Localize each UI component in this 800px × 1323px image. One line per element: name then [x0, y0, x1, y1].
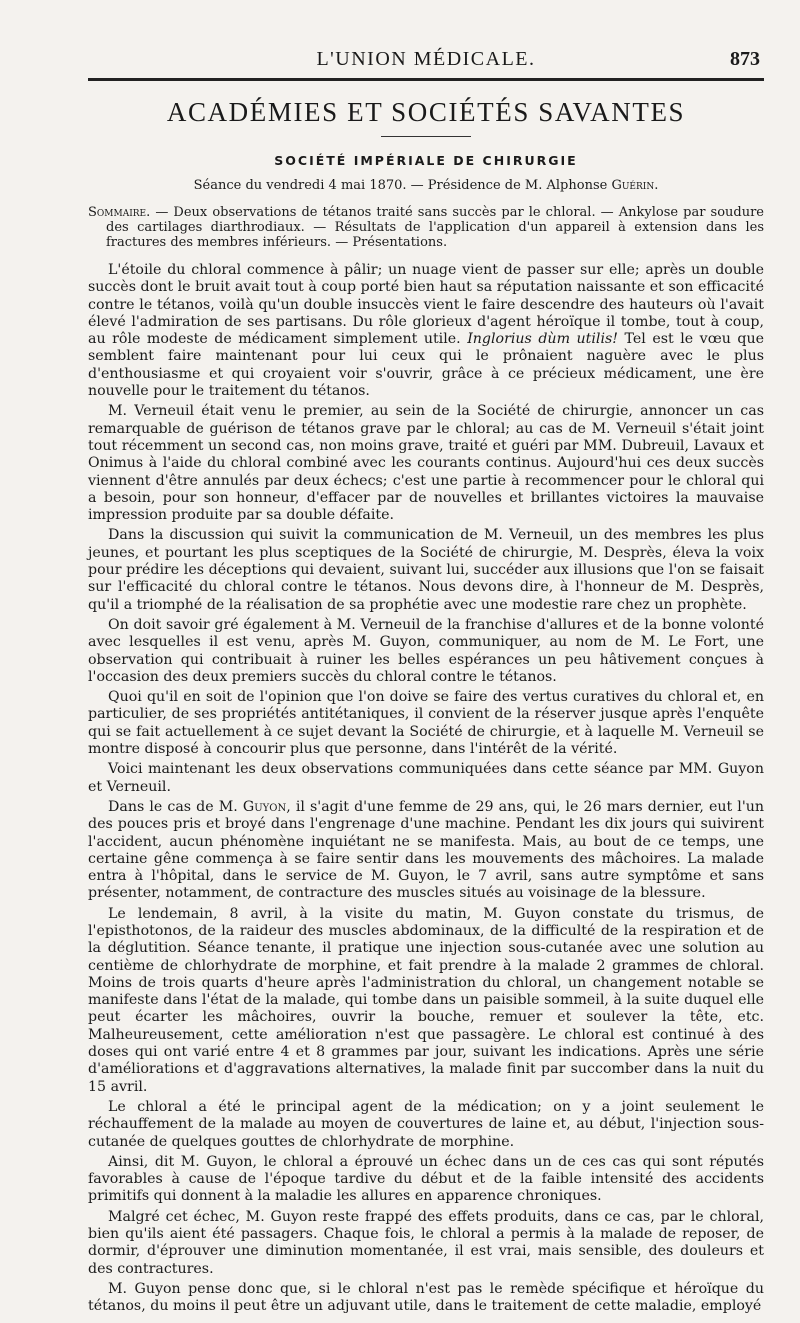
paragraph-text: Dans le cas de M.	[108, 798, 243, 815]
paragraph-text: , il s'agit d'une femme de 29 ans, qui, le 26 mars dernier, eut l'un des pouces pris et broyé dans l'engrenage d'une machine. Pendant les dix jours qui suivirent l'accident, aucun phénomène inquiétant ne se manifesta. Mais, au bout de ce temps, une certaine gêne commença à se faire sentir dans les mouvements des mâchoires. La malade entra à l'hôpital, dans le service de M. Guyon, le 7 avril, sans autre symptôme et sans présenter, notamment, de contracture des muscles situés au voisinage de la blessure.	[88, 798, 764, 902]
paragraph	[88, 262, 764, 400]
paragraph: Le chloral a été le principal agent de la médication; on y a joint seulement le réchauffement de la malade au moyen de couvertures de laine et, au début, l'injection sous-cutanée de quelques gouttes de chlorhydrate de morphine.	[88, 1098, 764, 1150]
seance-president: Guérin.	[611, 178, 659, 193]
paragraph: Malgré cet échec, M. Guyon reste frappé des effets produits, dans ce cas, par le chloral, bien qu'ils aient été passagers. Chaque fois, le chloral a permis à la malade de reposer, de dormir, d'éprouver une diminution momentanée, il est vrai, mais sensible, des douleurs et des contractures.	[88, 1208, 764, 1277]
paragraph: Quoi qu'il en soit de l'opinion que l'on doive se faire des vertus curatives du chloral et, en particulier, de ses propriétés antitétaniques, il convient de la réserver jusque après l'enquête qui se fait actuellement à ce sujet devant la Société de chirurgie, et à laquelle M. Verneuil se montre disposé à concourir plus que personne, dans l'intérêt de la vérité.	[88, 689, 764, 758]
title-divider	[381, 136, 471, 137]
paragraph: M. Guyon pense donc que, si le chloral n'est pas le remède spécifique et héroïque du tétanos, du moins il peut être un adjuvant utile, dans le traitement de cette maladie, employé	[88, 1280, 764, 1315]
article-body	[88, 262, 764, 1316]
author-name: Guyon	[242, 798, 287, 815]
paragraph: M. Verneuil était venu le premier, au sein de la Société de chirurgie, annoncer un cas remarquable de guérison de tétanos grave par le chloral; au cas de M. Verneuil s'était joint tout récemment un second cas, non moins grave, traité et guéri par MM. Dubreuil, Lavaux et Onimus à l'aide du chloral combiné avec les courants continus. Aujourd'hui ces deux succès viennent d'être annulés par deux échecs; c'est une partie à recommencer pour le chloral qui a besoin, pour son honneur, d'effacer par de nouvelles et brillantes victoires la mauvaise impression produite par sa double défaite.	[88, 403, 764, 524]
journal-title: L'UNION MÉDICALE.	[316, 48, 536, 70]
seance-text: Séance du vendredi 4 mai 1870. — Présidence de M. Alphonse	[193, 178, 608, 193]
section-title: ACADÉMIES ET SOCIÉTÉS SAVANTES	[166, 97, 686, 127]
paragraph: On doit savoir gré également à M. Verneuil de la franchise d'allures et de la bonne volonté avec lesquelles il est venu, après M. Guyon, communiquer, au nom de M. Le Fort, une observation qui contribuait à ruiner les belles espérances un peu hâtivement conçues à l'occasion des deux premiers succès du chloral contre le tétanos.	[88, 616, 764, 685]
paragraph-text: L'étoile du chloral commence à pâlir; un nuage vient de passer sur elle; après un double succès dont le bruit avait tout à coup porté bien haut sa réputation naissante et son efficacité contre le tétanos, voilà qu'un double insuccès vient le faire descendre des hauteurs où l'avait élevé l'admiration de ses partisans. Du rôle glorieux d'agent héroïque il tombe, tout à coup, au rôle modeste de médicament simplement utile.	[88, 262, 764, 348]
paragraph	[88, 799, 764, 903]
paragraph: Dans la discussion qui suivit la communication de M. Verneuil, un des membres les plus jeunes, et pourtant les plus sceptiques de la Société de chirurgie, M. Desprès, éleva la voix pour prédire les déceptions qui devaient, suivant lui, succéder aux illusions que l'on se faisait sur l'efficacité du chloral contre le tétanos. Nous devons dire, à l'honneur de M. Desprès, qu'il a triomphé de la réalisation de sa prophétie avec une modestie rare chez un prophète.	[88, 527, 764, 613]
society-heading: SOCIÉTÉ IMPÉRIALE DE CHIRURGIE	[274, 153, 578, 168]
page-number: 873	[730, 48, 760, 70]
summary-text: — Deux observations de tétanos traité sans succès par le chloral. — Ankylose par soudure des cartilages diarthrodiaux. — Résultats de l'application d'un appareil à extension dans les fractures des membres inférieurs. — Présentations.	[106, 205, 764, 250]
paragraph: Ainsi, dit M. Guyon, le chloral a éprouvé un échec dans un de ces cas qui sont réputés favorables à cause de l'époque tardive du début et de la faible intensité des accidents primitifs qui donnent à la maladie les allures en apparence chroniques.	[88, 1153, 764, 1205]
summary-label: Sommaire.	[88, 205, 151, 220]
header-rule	[88, 78, 764, 81]
seance-line	[88, 178, 764, 193]
summary	[88, 205, 764, 250]
latin-quote: Inglorius dùm utilis!	[467, 331, 618, 348]
paragraph: Le lendemain, 8 avril, à la visite du matin, M. Guyon constate du trismus, de l'episthotonos, de la raideur des muscles abdominaux, de la difficulté de la respiration et de la déglutition. Séance tenante, il pratique une injection sous-cutanée avec une solution au centième de chlorhydrate de morphine, et fait prendre à la malade 2 grammes de chloral. Moins de trois quarts d'heure après l'administration du chloral, un changement notable se manifeste dans l'état de la malade, qui tombe dans un paisible sommeil, à la suite duquel elle peut écarter les mâchoires, ouvrir la bouche, remuer et soulever la tête, etc. Malheureusement, cette amélioration n'est que passagère. Le chloral est continué à des doses qui ont varié entre 4 et 8 grammes par jour, suivant les indications. Après une série d'améliorations et d'aggravations alternatives, la malade finit par succomber dans la nuit du 15 avril.	[88, 905, 764, 1095]
paragraph-text: Tel est le vœu que semblent faire maintenant pour lui ceux qui le prônaient naguère avec le plus d'enthousiasme et qui croyaient voir s'ouvrir, grâce à ce précieux médicament, une ère nouvelle pour le traitement du tétanos.	[88, 331, 764, 400]
paragraph: Voici maintenant les deux observations communiquées dans cette séance par MM. Guyon et Verneuil.	[88, 761, 764, 795]
running-head	[88, 40, 764, 74]
